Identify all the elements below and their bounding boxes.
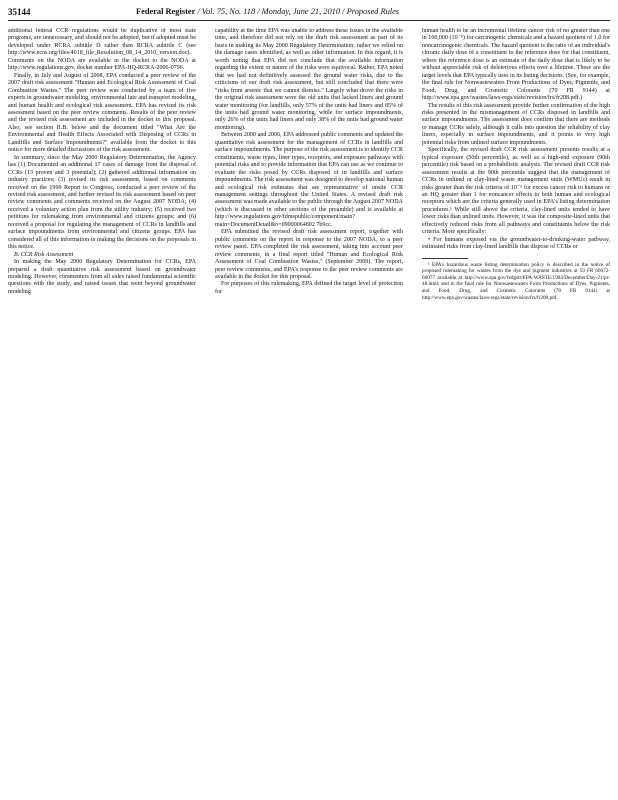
footnote-divider: [422, 258, 468, 259]
section-heading: B. CCR Risk Assessment: [14, 251, 74, 258]
paragraph: For purposes of this rulemaking, EPA defined the target level of protection for: [215, 281, 403, 295]
paragraph: • For humans exposed via the groundwater-to-drinking-water pathway, estimated risks from clay-lined landfills that dispose of CCRs or: [422, 236, 610, 251]
paragraph: human health to be an incremental lifetime cancer risk of no greater than one in 100,000 (10⁻⁵) for carcinogenic chemicals and a hazard quotient of 1.0 for noncarcinogenic chemicals. The hazard quotient is the ratio of an individual's chronic daily dose of a constituent to the reference dose for that constituent, where the reference dose is an estimate of the daily dose that is likely to be without appreciable risk of deleterious effects over a lifetime. These are the target levels that EPA typically uses in its listing decisions. (See, for example, the final rule for Nonwastewaters From Productions of Dyes, Pigments, and Food, Drug, and Cosmetic Colorants (70 FR 9144) at http://www.epa.gov/wastes/laws-regs/state/revision/frs/fr208.pdf.): [422, 28, 610, 102]
footnote: ¹ EPA's hazardous waste listing determination policy is described in the notice of proposed rulemaking for wastes from the dye and pigment industries at 59 FR 66072-66077 available at http://www.epa.gov/fedgstr/EPA-WASTE/1994/December/Day-21/pr-48.html; and in the final rule for Nonwastewaters From Productions of Dyes, Pigments, and Food, Drug, and Cosmetic Colorants (70 FR 9144) at http://www.epa.gov/wastes/laws-regs/state/revision/frs/fr208.pdf.: [422, 261, 610, 301]
paragraph: additional federal CCR regulations would be duplicative of most state programs, are unnecessary, and should not be adopted, but if adopted must be developed under RCRA subtitle D rather than RCRA subtitle C (see http://www.ecos.org/files/4018_file_Resolution_08_14_2010_version.doc). Comments on the NODA are available in the docket to the NODA at http://www.regulations.gov, docket number EPA-HQ-RCRA-2006-0796.: [8, 28, 196, 72]
paragraph: EPA submitted the revised draft risk assessment report, together with public comments on the report in response to the 2007 NODA, to a peer review panel. EPA completed the risk assessment, taking into account peer review comments, in a final report titled "Human and Ecological Risk Assessment of Coal Combustion Wastes," (September 2009). The report, peer review comments, and EPA's response to the peer review comments are available in the docket for this proposal.: [215, 229, 403, 280]
paragraph: Between 2000 and 2006, EPA addressed public comments and updated the quantitative risk assessment for the management of CCRs in landfills and surface impoundments. The purpose of the risk assessment is to identify CCR constituents, waste types, liner types, receptors, and exposure pathways with potential risks and to provide information that EPA can use as we continue to evaluate the risks posed by CCRs disposed of in landfills and surface impoundments. The risk assessment was designed to develop national human and ecological risk estimates that are representative of onsite CCR management settings throughout the United States. A revised draft risk assessment was made available to the public through the August 2007 NODA (which is discussed in other sections of the preamble) and is available at http://www.regulations.gov/fdmspublic/component/main?main=DocumentDetail&o=09000064802 7b9cc.: [215, 132, 403, 228]
column-2: [215, 28, 403, 796]
paragraph: capability at the time EPA was unable to address these issues in the available time, and therefore did not rely on the draft risk assessment as part of its basis in making its May 2000 Regulatory Determination; rather we relied on the damage cases identified, as well as other information. In this regard, it is worth noting that EPA did not conclude that the available information regarding the extent or nature of the risks were equivocal. Rather, EPA noted that we had not definitively assessed the ground water risks, due to the criticisms of our draft risk assessment, but still concluded that there were "risks from arsenic that we cannot dismiss." Largely what drove the risks in the original risk assessment were the old units that lacked liners and ground water monitoring (for landfills, only 57% of the units had liners and 85% of the units had ground water monitoring, while for surface impoundments, only 26% of the units had liners and only 38% of the units had ground water monitoring).: [215, 28, 403, 131]
volume-info: / Vol. 75, No. 118 / Monday, June 21, 2010 / Proposed Rules: [197, 7, 400, 16]
column-3: [422, 28, 610, 796]
paragraph: The results of this risk assessment provide further confirmation of the high risks presented in the mismanagement of CCRs disposed in landfills and surface impoundments. The assessment does confirm that there are methods to manage CCRs safely, although it calls into question the reliability of clay liners, especially in surface impoundments, and it points to very high potential risks from unlined surface impoundments.: [422, 102, 610, 146]
column-1: [8, 28, 196, 796]
page-number: 35144: [8, 7, 31, 17]
running-header: [136, 7, 399, 16]
journal-name: Federal Register: [136, 7, 196, 16]
paragraph: Specifically, the revised draft CCR risk assessment presents results at a typical exposure (50th percentile), as well as a high-end exposure (90th percentile) risk based on a probabilistic analysis. The revised draft CCR risk assessment results at the 90th percentile suggest that the management of CCRs in unlined or clay-lined waste management units (WMUs) result in risks greater than the risk criteria of 10⁻⁵ for excess cancer risk to humans or an HQ greater than 1 for noncancer effects to both human and ecological receptors which are the criteria generally used in EPA's listing determination procedures.¹ While still above the criteria, clay-lined units tended to have lower risks than unlined units. However, it was the composite-lined units that effectively reduced risks from all pathways and constituents below the risk criteria. More specifically:: [422, 147, 610, 236]
paragraph: Finally, in July and August of 2008, EPA conducted a peer review of the 2007 draft risk assessment "Human and Ecological Risk Assessment of Coal Combustion Wastes." The peer review was conducted by a team of five experts in groundwater modeling, environmental fate and transport modeling, and human health and ecological risk assessment. EPA has revised its risk assessment based on the peer review comments. Results of the peer review and the revised risk assessment are included in the docket to this proposal. Also, see section II.B. below and the document titled "What Are the Environmental and Health Effects Associated with Disposing of CCRs in Landfills and Surface Impoundments?" available from the docket to this notice for more detailed discussions of the risk assessment.: [8, 72, 196, 154]
paragraph: In making the May 2000 Regulatory Determination for CCRs, EPA prepared a draft quantitative risk assessment based on groundwater modeling. However, commenters from all sides raised fundamental scientific questions with the study, and raised issues that went beyond groundwater modeling: [8, 259, 196, 295]
paragraph: In summary, since the May 2000 Regulatory Determination, the Agency has (1) Documented an additional 17 cases of damage from the disposal of CCRs (13 proven and 3 potential); (2) gathered additional information on industry practices; (3) revised its risk assessment, based on comments received on the 1999 Report to Congress, conducted a peer review of the revised risk assessment, and further revised its risk assessment based on peer review comments and comments received on the August 2007 NODA; (4) received a voluntary action plan from the utility industry; (5) received two petitions for rulemaking from environmental and citizens groups; and (6) received a proposal for regulating the management of CCRs in landfills and surface impoundments from environmental and citizens groups. EPA has considered all of this information in making the decisions on the proposals in this notice.: [8, 154, 196, 251]
page-header: [8, 6, 610, 21]
